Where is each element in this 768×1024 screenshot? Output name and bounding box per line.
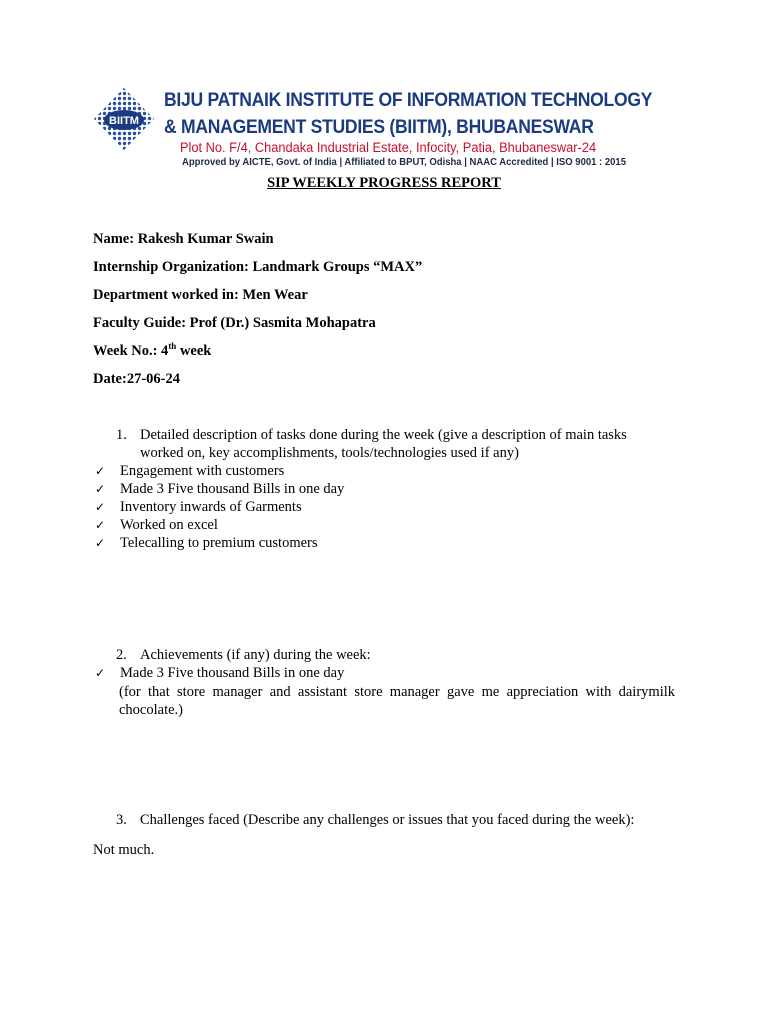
department: Department worked in: Men Wear bbox=[93, 287, 308, 303]
achievements-heading-text: Achievements (if any) during the week: bbox=[140, 647, 371, 663]
institute-name-line1: BIJU PATNAIK INSTITUTE OF INFORMATION TECHNOLOGY bbox=[164, 89, 653, 111]
task-text: Inventory inwards of Garments bbox=[120, 499, 302, 515]
achievement-text: Made 3 Five thousand Bills in one day bbox=[120, 665, 345, 681]
checkmark-icon: ✓ bbox=[95, 666, 106, 680]
task-text: Made 3 Five thousand Bills in one day bbox=[120, 481, 345, 497]
student-name: Name: Rakesh Kumar Swain bbox=[93, 231, 274, 247]
institute-logo bbox=[92, 86, 156, 152]
report-date: Date:27-06-24 bbox=[93, 371, 180, 387]
institute-approvals: Approved by AICTE, Govt. of India | Affiliated to BPUT, Odisha | NAAC Accredited | ISO 9001 : 2015 bbox=[182, 157, 627, 168]
letterhead bbox=[92, 86, 676, 166]
achievement-item bbox=[95, 665, 344, 682]
task-item bbox=[95, 517, 218, 534]
checkmark-icon: ✓ bbox=[95, 518, 106, 532]
logo-text: BIITM bbox=[109, 115, 139, 127]
checkmark-icon: ✓ bbox=[95, 464, 106, 478]
challenges-heading-text: Challenges faced (Describe any challenges or issues that you faced during the week): bbox=[140, 812, 635, 828]
week-suffix: week bbox=[176, 343, 212, 359]
section-number: 3. bbox=[116, 812, 127, 828]
tasks-heading-line1: Detailed description of tasks done during the week (give a description of main tasks bbox=[140, 427, 627, 443]
week-number bbox=[93, 343, 211, 360]
week-prefix: Week No.: 4 bbox=[93, 343, 169, 359]
achievement-note: (for that store manager and assistant store manager gave me appreciation with dairymilk chocolate.) bbox=[119, 684, 675, 718]
checkmark-icon: ✓ bbox=[95, 500, 106, 514]
achievements-heading bbox=[116, 647, 371, 664]
tasks-heading-line2: worked on, key accomplishments, tools/technologies used if any) bbox=[140, 445, 519, 461]
section-number: 2. bbox=[116, 647, 127, 663]
task-text: Telecalling to premium customers bbox=[120, 535, 318, 551]
checkmark-icon: ✓ bbox=[95, 536, 106, 550]
checkmark-icon: ✓ bbox=[95, 482, 106, 496]
challenges-heading bbox=[116, 812, 634, 829]
task-item bbox=[95, 481, 344, 498]
report-title: SIP WEEKLY PROGRESS REPORT bbox=[267, 175, 501, 191]
institute-name-line2: & MANAGEMENT STUDIES (BIITM), BHUBANESWAR bbox=[164, 116, 594, 138]
task-text: Engagement with customers bbox=[120, 463, 285, 479]
task-text: Worked on excel bbox=[120, 517, 218, 533]
task-item bbox=[95, 535, 318, 552]
challenges-answer: Not much. bbox=[93, 842, 155, 858]
faculty-guide: Faculty Guide: Prof (Dr.) Sasmita Mohapatra bbox=[93, 315, 376, 331]
task-item bbox=[95, 463, 284, 480]
section-number: 1. bbox=[116, 427, 127, 443]
week-ordinal-suffix: th bbox=[168, 341, 177, 352]
task-item bbox=[95, 499, 302, 516]
internship-organization: Internship Organization: Landmark Groups “MAX” bbox=[93, 259, 423, 275]
institute-address: Plot No. F/4, Chandaka Industrial Estate, Infocity, Patia, Bhubaneswar-24 bbox=[180, 140, 597, 155]
tasks-heading bbox=[116, 427, 627, 444]
